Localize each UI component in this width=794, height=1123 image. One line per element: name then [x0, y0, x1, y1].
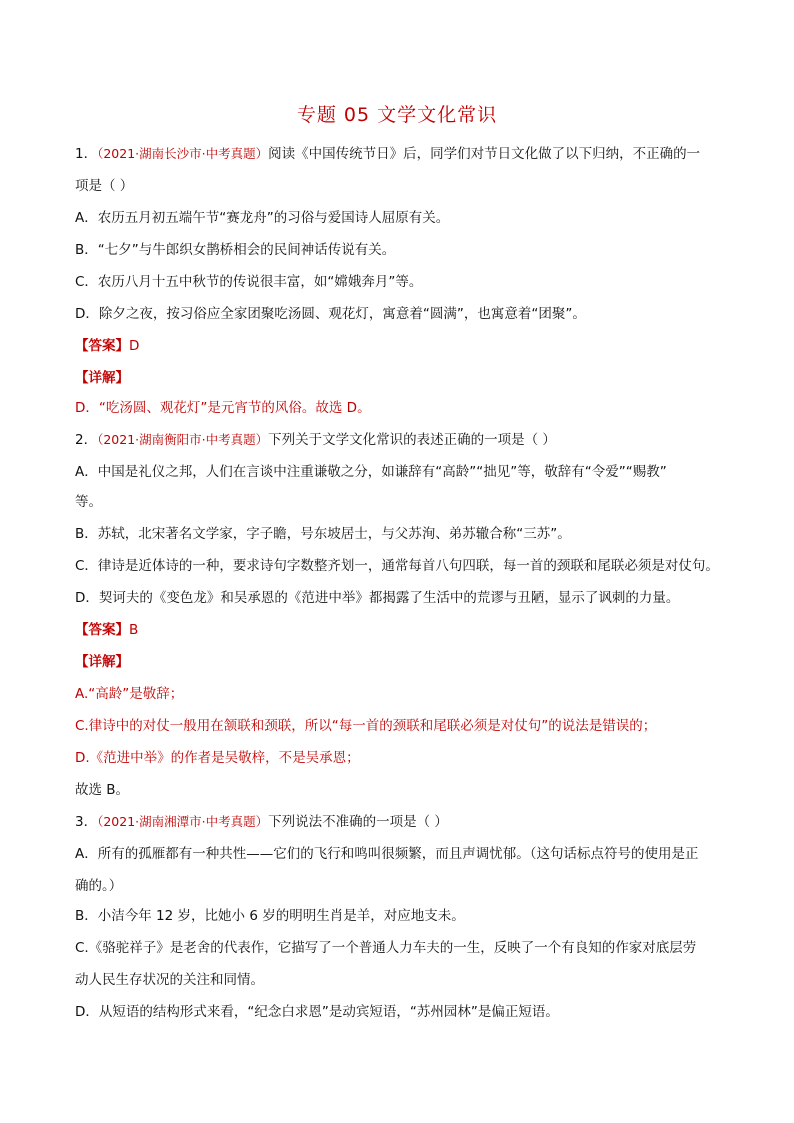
q2-conclusion: 故选 B。	[75, 782, 130, 798]
question-text: 阅读《中国传统节日》后，同学们对节日文化做了以下归纳，不正确的一	[268, 146, 701, 162]
answer-value: D	[129, 338, 140, 354]
q2-explanation-c: C.律诗中的对仗一般用在颔联和颈联，所以“每一首的颈联和尾联必须是对仗句”的说法是错误的；	[75, 718, 657, 734]
question-text: 下列关于文学文化常识的表述正确的一项是（ ）	[268, 432, 556, 448]
q3-option-c: C.《骆驼祥子》是老舍的代表作，它描写了一个普通人力车夫的一生，反映了一个有良知的作家对底层劳	[75, 940, 697, 956]
q2-answer	[75, 620, 734, 640]
q2-detail-label: 【详解】	[75, 654, 129, 670]
q2-explanation-d: D.《范进中举》的作者是吴敬梓，不是吴承恩；	[75, 750, 360, 766]
q1-option-c: C．农历八月十五中秋节的传说很丰富，如“嫦娥奔月”等。	[75, 274, 423, 290]
question-source: （2021·湖南湘潭市·中考真题）	[97, 814, 269, 829]
q1-explanation: D．“吃汤圆、观花灯”是元宵节的风俗。故选 D。	[75, 400, 371, 416]
q3-option-a-cont: 确的。）	[75, 878, 123, 894]
q1-option-a: A．农历五月初五端午节“赛龙舟”的习俗与爱国诗人屈原有关。	[75, 210, 450, 226]
q2-option-c: C．律诗是近体诗的一种，要求诗句字数整齐划一，通常每首八句四联，每一首的颈联和尾联必须是对仗句。	[75, 558, 719, 574]
question-2-stem	[75, 430, 734, 450]
question-number: 1．	[75, 146, 98, 162]
question-1-stem-cont: 项是（ ）	[75, 178, 134, 194]
question-source: （2021·湖南长沙市·中考真题）	[97, 146, 269, 161]
q3-option-a: A．所有的孤雁都有一种共性——它们的飞行和鸣叫很频繁，而且声调忧郁。（这句话标点符号的使用是正	[75, 846, 699, 862]
question-number: 2．	[75, 432, 98, 448]
answer-label: 【答案】	[75, 338, 129, 354]
q2-explanation-a: A.“高龄”是敬辞；	[75, 686, 184, 702]
q1-option-d: D．除夕之夜，按习俗应全家团聚吃汤圆、观花灯，寓意着“圆满”，也寓意着“团聚”。	[75, 306, 586, 322]
question-3-stem	[75, 812, 734, 832]
question-text: 下列说法不准确的一项是（ ）	[268, 814, 448, 830]
q2-option-a-cont: 等。	[75, 494, 102, 510]
q1-option-b: B．“七夕”与牛郎织女鹊桥相会的民间神话传说有关。	[75, 242, 396, 258]
q3-option-b: B．小洁今年 12 岁，比她小 6 岁的明明生肖是羊，对应地支未。	[75, 908, 465, 924]
q1-detail-label: 【详解】	[75, 370, 129, 386]
q2-option-d: D．契诃夫的《变色龙》和吴承恩的《范进中举》都揭露了生活中的荒谬与丑陋，显示了讽刺的力量。	[75, 590, 680, 606]
q2-option-a: A．中国是礼仪之邦，人们在言谈中注重谦敬之分，如谦辞有“高龄”“拙见”等，敬辞有“令爱”“赐教”	[75, 464, 667, 480]
question-source: （2021·湖南衡阳市·中考真题）	[97, 432, 269, 447]
question-1-stem	[75, 144, 734, 164]
q3-option-c-cont: 动人民生存状况的关注和同情。	[75, 972, 264, 988]
answer-label: 【答案】	[75, 622, 129, 638]
question-number: 3．	[75, 814, 98, 830]
page-title: 专题 05 文学文化常识	[296, 104, 498, 126]
q1-answer	[75, 336, 734, 356]
q3-option-d: D．从短语的结构形式来看，“纪念白求恩”是动宾短语，“苏州园林”是偏正短语。	[75, 1004, 559, 1020]
q2-option-b: B．苏轼，北宋著名文学家，字子瞻，号东坡居士，与父苏洵、弟苏辙合称“三苏”。	[75, 526, 571, 542]
answer-value: B	[129, 622, 139, 638]
